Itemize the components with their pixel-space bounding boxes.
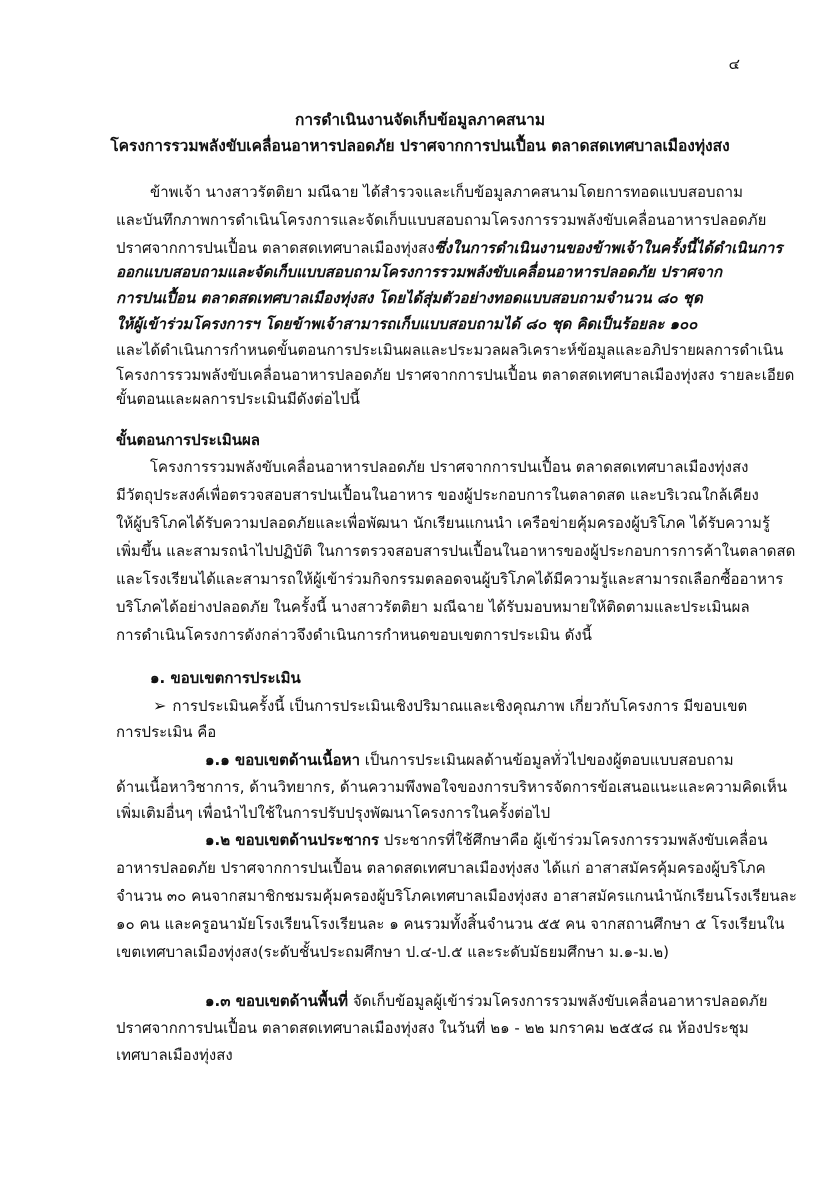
- paragraph-line: ให้ผู้บริโภคได้รับความปลอดภัยและเพื่อพัฒนา นักเรียนแกนนำ เครือข่ายคุ้มครองผู้บริโภค ได้รับความรู้: [116, 514, 771, 532]
- paragraph-line: และบันทึกภาพการดำเนินโครงการและจัดเก็บแบบสอบถามโครงการรวมพลังขับเคลื่อนอาหารปลอดภัย: [116, 211, 767, 229]
- paragraph-line: การประเมิน คือ: [116, 723, 217, 741]
- scope-text: เป็นการประเมินผลด้านข้อมูลทั่วไปของผู้ตอบแบบสอบถาม: [360, 751, 734, 769]
- scope-line: [205, 750, 738, 770]
- bullet-line: [153, 696, 748, 716]
- emphasis-text: ซึ่งในการดำเนินงานของข้าพเจ้าในครั้งนี้ได้ดำเนินการ: [434, 239, 783, 257]
- document-title: การดำเนินงานจัดเก็บข้อมูลภาคสนาม: [294, 111, 546, 129]
- paragraph-line: เทศบาลเมืองทุ่งสง: [116, 1046, 233, 1064]
- paragraph-line: โครงการรวมพลังขับเคลื่อนอาหารปลอดภัย ปราศจากการปนเปื้อน ตลาดสดเทศบาลเมืองทุ่งสง รายละเอียด: [116, 366, 795, 384]
- paragraph-line: และโรงเรียนได้และสามารถให้ผู้เข้าร่วมกิจกรรมตลอดจนผู้บริโภคได้มีความรู้และสามารถเลือกซื้ออาหาร: [116, 570, 784, 588]
- paragraph-line: บริโภคได้อย่างปลอดภัย ในครั้งนี้ นางสาวรัตติยา มณีฉาย ได้รับมอบหมายให้ติดตามและประเมินผล: [116, 598, 750, 616]
- scope-line: [205, 830, 768, 850]
- paragraph-line: เขตเทศบาลเมืองทุ่งสง(ระดับชั้นประถมศึกษา ป.๔-ป.๕ และระดับมัธยมศึกษา ม.๑-ม.๒): [116, 943, 669, 961]
- arrow-bullet-icon: ➢: [153, 696, 167, 715]
- emphasis-line: การปนเปื้อน ตลาดสดเทศบาลเมืองทุ่งสง โดยได้สุ่มตัวอย่างทอดแบบสอบถามจำนวน ๘๐ ชุด: [116, 289, 703, 307]
- paragraph-line: ข้าพเจ้า นางสาวรัตติยา มณีฉาย ได้สำรวจและเก็บข้อมูลภาคสนามโดยการทอดแบบสอบถาม: [150, 183, 743, 201]
- paragraph-line: เพิ่มขึ้น และสามรถนำไปปฏิบัติ ในการตรวจสอบสารปนเปื้อนในอาหารของผู้ประกอบการการค้าในตลาดสด: [116, 542, 796, 560]
- subsection-heading: ๑. ขอบเขตการประเมิน: [150, 669, 301, 687]
- emphasis-line: ออกแบบสอบถามและจัดเก็บแบบสอบถามโครงการรวมพลังขับเคลื่อนอาหารปลอดภัย ปราศจาก: [116, 263, 723, 281]
- scope-label: ๑.๑ ขอบเขตด้านเนื้อหา: [205, 751, 360, 769]
- paragraph-line: มีวัตถุประสงค์เพื่อตรวจสอบสารปนเปื้อนในอาหาร ของผู้ประกอบการในตลาดสด และบริเวณใกล้เคียง: [116, 486, 759, 504]
- paragraph-line: ขั้นตอนและผลการประเมินมีดังต่อไปนี้: [116, 390, 360, 408]
- document-subtitle: โครงการรวมพลังขับเคลื่อนอาหารปลอดภัย ปราศจากการปนเปื้อน ตลาดสดเทศบาลเมืองทุ่งสง: [110, 137, 730, 155]
- page-number: ๔: [728, 55, 740, 73]
- paragraph-line: เพิ่มเติมอื่นๆ เพื่อนำไปใช้ในการปรับปรุงพัฒนาโครงการในครั้งต่อไป: [116, 804, 551, 822]
- scope-line: [205, 991, 768, 1011]
- emphasis-line: ให้ผู้เข้าร่วมโครงการฯ โดยข้าพเจ้าสามารถเก็บแบบสอบถามได้ ๘๐ ชุด คิดเป็นร้อยละ ๑๐๐: [116, 315, 698, 333]
- paragraph-line: อาหารปลอดภัย ปราศจากการปนเปื้อน ตลาดสดเทศบาลเมืองทุ่งสง ได้แก่ อาสาสมัครคุ้มครองผู้บริโภค: [116, 859, 766, 877]
- paragraph-line: ๑๐ คน และครูอนามัยโรงเรียนโรงเรียนละ ๑ คนรวมทั้งสิ้นจำนวน ๕๕ คน จากสถานศึกษา ๕ โรงเรียนใน: [116, 915, 785, 933]
- bullet-text: การประเมินครั้งนี้ เป็นการประเมินเชิงปริมาณและเชิงคุณภาพ เกี่ยวกับโครงการ มีขอบเขต: [172, 697, 748, 715]
- paragraph-line: [116, 238, 783, 258]
- paragraph-line: ปราศจากการปนเปื้อน ตลาดสดเทศบาลเมืองทุ่งสง ในวันที่ ๒๑ - ๒๒ มกราคม ๒๕๕๘ ณ ห้องประชุม: [116, 1019, 749, 1037]
- paragraph-line: จำนวน ๓๐ คนจากสมาชิกชมรมคุ้มครองผู้บริโภคเทศบาลเมืองทุ่งสง อาสาสมัครแกนนำนักเรียนโรงเรียนละ: [116, 887, 797, 905]
- scope-text: ประชากรที่ใช้ศึกษาคือ ผู้เข้าร่วมโครงการรวมพลังขับเคลื่อน: [379, 831, 768, 849]
- scope-label: ๑.๓ ขอบเขตด้านพื้นที่: [205, 992, 349, 1010]
- paragraph-line: การดำเนินโครงการดังกล่าวจึงดำเนินการกำหนดขอบเขตการประเมิน ดังนี้: [116, 626, 592, 644]
- scope-label: ๑.๒ ขอบเขตด้านประชากร: [205, 831, 380, 849]
- paragraph-line: ด้านเนื้อหาวิชาการ, ด้านวิทยากร, ด้านความพึงพอใจของการบริหารจัดการข้อเสนอแนะและความคิดเห็น: [116, 778, 787, 796]
- scope-text: จัดเก็บข้อมูลผู้เข้าร่วมโครงการรวมพลังขับเคลื่อนอาหารปลอดภัย: [348, 992, 768, 1010]
- paragraph-text: ปราศจากการปนเปื้อน ตลาดสดเทศบาลเมืองทุ่งสง: [116, 239, 435, 257]
- section-heading: ขั้นตอนการประเมินผล: [116, 431, 260, 449]
- paragraph-line: และได้ดำเนินการกำหนดขั้นตอนการประเมินผลและประมวลผลวิเคราะห์ข้อมูลและอภิปรายผลการดำเนิน: [116, 341, 784, 359]
- paragraph-line: โครงการรวมพลังขับเคลื่อนอาหารปลอดภัย ปราศจากการปนเปื้อน ตลาดสดเทศบาลเมืองทุ่งสง: [150, 458, 749, 476]
